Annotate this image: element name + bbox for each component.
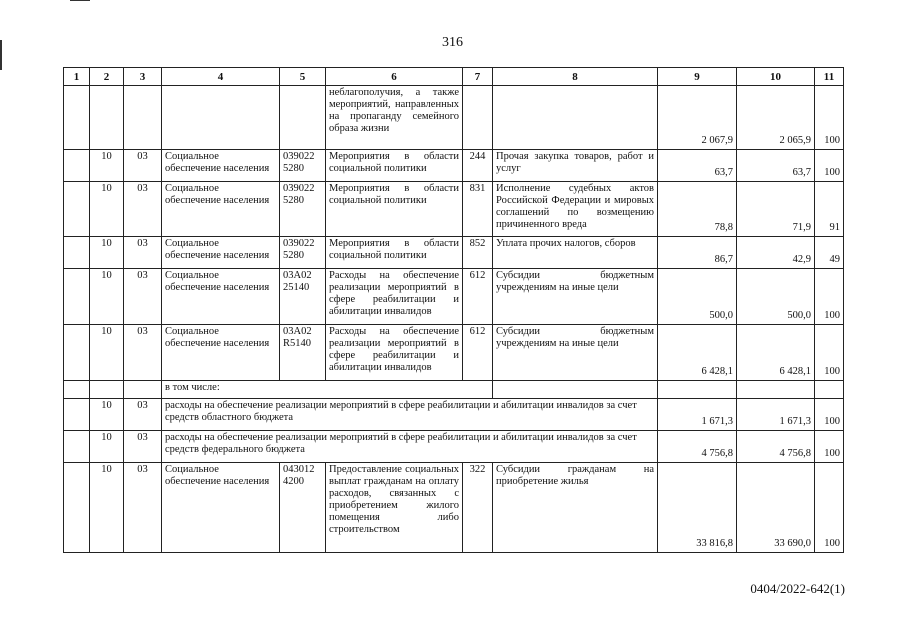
header-cell: 3 [124,68,162,86]
cell-actual: 4 756,8 [737,431,815,463]
cell-actual: 71,9 [737,182,815,237]
cell-section: 10 [90,150,124,182]
table-row [64,237,844,269]
cell-actual: 33 690,0 [737,463,815,553]
cell-expense-type [493,86,658,150]
budget-table [63,67,844,553]
header-cell: 4 [162,68,280,86]
cell-percent: 100 [815,86,844,150]
header-cell: 5 [280,68,326,86]
cell-section: 10 [90,237,124,269]
cell-actual: 2 065,9 [737,86,815,150]
cell-purpose: Расходы на обеспечение реализации мероприятий в сфере реабилитации и абилитации инвалидов [326,325,463,381]
cell-purpose: Мероприятия в области социальной политики [326,150,463,182]
cell-purpose: Мероприятия в области социальной политики [326,237,463,269]
cell-subsection: 03 [124,431,162,463]
cell-subsection [124,86,162,150]
cell-col1 [64,150,90,182]
table-row [64,325,844,381]
cell-section: 10 [90,399,124,431]
cell-planned: 4 756,8 [658,431,737,463]
cell-expense-type: Субсидии гражданам на приобретение жилья [493,463,658,553]
cell-planned: 1 671,3 [658,399,737,431]
cell-expense-code: 612 [463,269,493,325]
cell-name: Социальное обеспечение населения [162,182,280,237]
cell-col1 [64,269,90,325]
cell-expense-code: 831 [463,182,493,237]
header-cell: 7 [463,68,493,86]
cell-name: Социальное обеспечение населения [162,463,280,553]
sub-row-text: расходы на обеспечение реализации мероприятий в сфере реабилитации и абилитации инвалидов за счет средств федерального бюджета [162,431,658,463]
cell-name: Социальное обеспечение населения [162,237,280,269]
cell-name: Социальное обеспечение населения [162,150,280,182]
cell-subsection: 03 [124,269,162,325]
cell-planned: 78,8 [658,182,737,237]
cell-expense-code: 244 [463,150,493,182]
cell-section: 10 [90,431,124,463]
cell-actual: 63,7 [737,150,815,182]
cell-actual: 6 428,1 [737,325,815,381]
cell-expense-code: 612 [463,325,493,381]
cell-name: Социальное обеспечение населения [162,325,280,381]
header-cell: 10 [737,68,815,86]
scan-mark-top [70,0,90,1]
cell-subsection: 03 [124,325,162,381]
cell-expense-type: Субсидии бюджетным учреждениям на иные цели [493,269,658,325]
cell-target-code: 043012 4200 [280,463,326,553]
cell-subsection: 03 [124,150,162,182]
sub-row [64,431,844,463]
cell-col1 [64,182,90,237]
cell-expense-code [463,86,493,150]
cell-target-code: 03А02 25140 [280,269,326,325]
cell-section: 10 [90,325,124,381]
cell-section [90,86,124,150]
cell-percent: 100 [815,463,844,553]
cell-target-code [280,86,326,150]
page-number: 316 [442,35,463,50]
cell-section: 10 [90,269,124,325]
cell-actual: 500,0 [737,269,815,325]
cell-expense-type: Уплата прочих налогов, сборов [493,237,658,269]
cell-planned: 2 067,9 [658,86,737,150]
including-label: в том числе: [162,381,493,399]
cell-col1 [64,325,90,381]
cell-target-code: 03А02 R5140 [280,325,326,381]
cell-planned: 86,7 [658,237,737,269]
cell-col1 [64,237,90,269]
cell-percent: 49 [815,237,844,269]
header-cell: 9 [658,68,737,86]
cell-purpose: неблагополучия, а также мероприятий, направленных на пропаганду семейного образа жизни [326,86,463,150]
cell-percent: 100 [815,431,844,463]
cell-actual: 1 671,3 [737,399,815,431]
cell-purpose: Расходы на обеспечение реализации мероприятий в сфере реабилитации и абилитации инвалидов [326,269,463,325]
header-cell: 2 [90,68,124,86]
cell-percent: 100 [815,269,844,325]
cell-expense-type: Прочая закупка товаров, работ и услуг [493,150,658,182]
cell-target-code: 039022 5280 [280,182,326,237]
table-row [64,182,844,237]
cell-name: Социальное обеспечение населения [162,269,280,325]
cell-actual: 42,9 [737,237,815,269]
cell-planned: 500,0 [658,269,737,325]
cell-subsection: 03 [124,399,162,431]
table-row [64,86,844,150]
cell-planned: 63,7 [658,150,737,182]
cell-subsection: 03 [124,182,162,237]
cell-planned: 33 816,8 [658,463,737,553]
table-row [64,269,844,325]
cell-percent: 100 [815,150,844,182]
header-cell: 11 [815,68,844,86]
table-row [64,463,844,553]
sub-row [64,399,844,431]
cell-col1 [64,463,90,553]
cell-subsection: 03 [124,463,162,553]
cell-planned: 6 428,1 [658,325,737,381]
including-row [64,381,844,399]
cell-purpose: Предоставление социальных выплат гражданам на оплату расходов, связанных с приобретением жилого помещения либо строительством [326,463,463,553]
cell-expense-code: 852 [463,237,493,269]
cell-percent: 91 [815,182,844,237]
header-cell: 8 [493,68,658,86]
header-cell: 6 [326,68,463,86]
table-row [64,150,844,182]
sub-row-text: расходы на обеспечение реализации мероприятий в сфере реабилитации и абилитации инвалидов за счет средств областного бюджета [162,399,658,431]
cell-section: 10 [90,463,124,553]
cell-purpose: Мероприятия в области социальной политики [326,182,463,237]
cell-section: 10 [90,182,124,237]
cell-expense-type: Субсидии бюджетным учреждениям на иные цели [493,325,658,381]
cell-target-code: 039022 5280 [280,150,326,182]
cell-subsection: 03 [124,237,162,269]
cell-col1 [64,86,90,150]
document-code: 0404/2022-642(1) [750,581,845,596]
header-cell: 1 [64,68,90,86]
cell-percent: 100 [815,325,844,381]
header-row [64,68,844,86]
cell-expense-type: Исполнение судебных актов Российской Федерации и мировых соглашений по возмещению причиненного вреда [493,182,658,237]
cell-target-code: 039022 5280 [280,237,326,269]
cell-expense-code: 322 [463,463,493,553]
cell-name [162,86,280,150]
cell-percent: 100 [815,399,844,431]
